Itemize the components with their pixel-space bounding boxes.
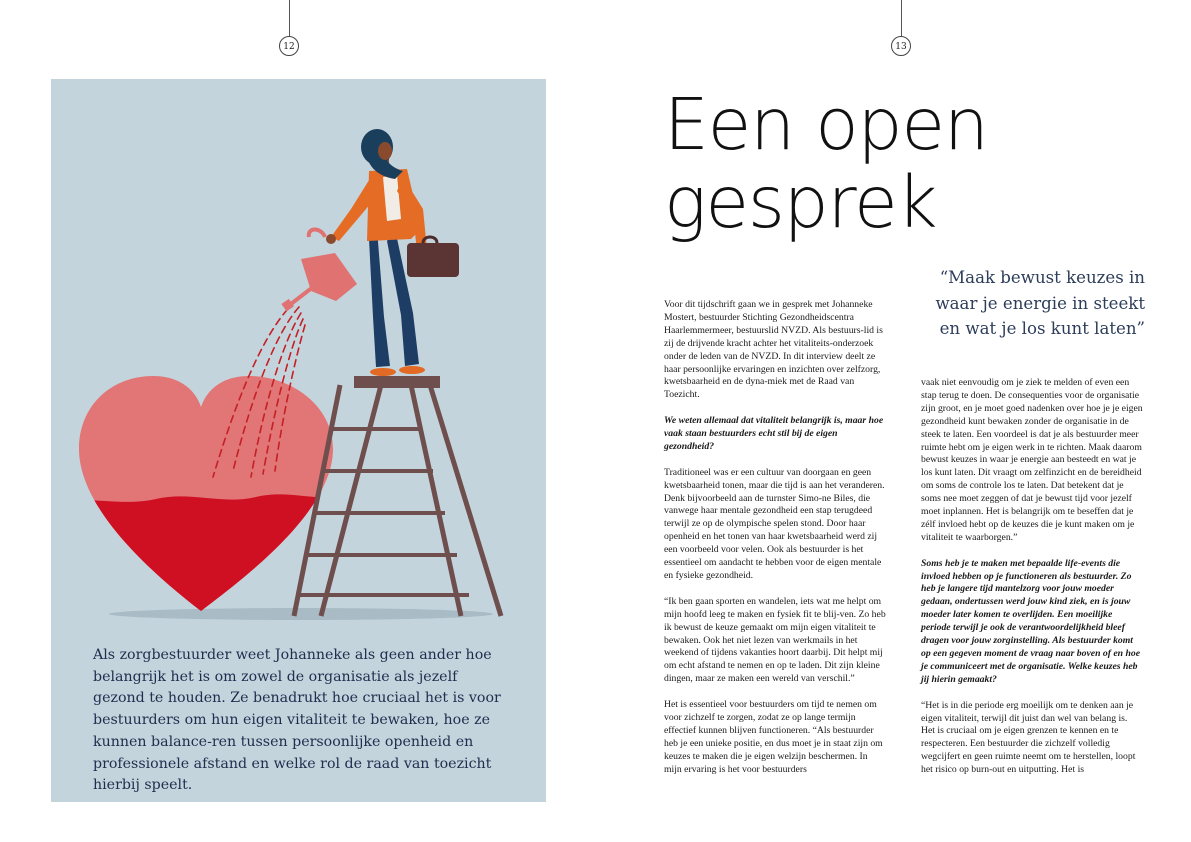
- ladder-icon: [294, 376, 501, 616]
- intro-paragraph: Als zorgbestuurder weet Johanneke als geen ander hoe belangrijk het is om zowel de organisatie als jezelf gezond te houden. Ze benadrukt hoe cruciaal het is voor bestuurders om hun eigen vitaliteit te bewaken, hoe ze kunnen balance-ren tussen persoonlijke openheid en professionele afstand en welke rol de raad van toezicht hierbij speelt.: [93, 647, 501, 794]
- heart-icon: [51, 376, 351, 679]
- article-column-1: [664, 299, 886, 789]
- illustration-panel: [51, 79, 546, 802]
- title-line-1: Een open: [664, 83, 988, 166]
- page-number-left: 12: [279, 36, 299, 56]
- paragraph: Voor dit tijdschrift gaan we in gesprek met Johanneke Mostert, bestuurder Stichting Gezondheidscentra Haarlemmermeer, bestuurslid NVZD. Als bestuurs-lid is zij de drijvende kracht achter het vitaliteits-onderzoek onder de leden van de NVZD. In dit interview deelt ze haar persoonlijke ervaringen en inzichten over zelfzorg, kwetsbaarheid en de dyna-miek met de Raad van Toezicht.: [664, 299, 883, 401]
- paragraph: “Ik ben gaan sporten en wandelen, iets wat me helpt om mijn hoofd leeg te maken en fysiek fit te blij-ven. Zo heb ik bewust de keuze gemaakt om mijn eigen vitaliteit te bewaken. Ook het niet lezen van werkmails in het weekend of tijdens vakanties hoort daarbij. Dit helpt mij om echt afstand te nemen en op te laden. Dit zijn kleine dingen, maar ze maken een wereld van verschil.”: [664, 595, 886, 685]
- page-number-right: 13: [891, 36, 911, 56]
- paragraph: “Het is in die periode erg moeilijk om te denken aan je eigen vitaliteit, terwijl dit juist dan wel van belang is. Het is cruciaal om je eigen grenzen te kennen en te respecteren. Een bestuurder die zichzelf volledig wegcijfert en geen ruimte neemt om te herstellen, loopt het risico op burn-out en uitputting. Het is: [921, 699, 1136, 776]
- interview-question: Soms heb je te maken met bepaalde life-events die invloed hebben op je functioneren als bestuurder. Zo heb je langere tijd mantelzorg voor jouw moeder gedaan, ondertussen werd jouw kind ziek, en is jouw moeder later komen te overlijden. Een moeilijke periode terwijl je ook de verantwoordelijkheid bleef dragen voor jouw zorginstelling. Als bestuurder komt op een gegeven moment de vraag naar boven of en hoe je communiceert met de organisatie. Welke keuzes heb jij hierin gemaakt?: [921, 557, 1141, 685]
- watering-can-icon: [281, 230, 357, 312]
- floor-shadow: [109, 608, 493, 620]
- page-marker-line-right: [901, 0, 902, 36]
- paragraph: vaak niet eenvoudig om je ziek te melden of even een stap terug te doen. De consequenties voor de organisatie zijn groot, en je moet goed nadenken over hoe je je eigen gezondheid kunt bewaken zonder de organisatie in de steek te laten. Een voordeel is dat je als bestuurder meer ruimte hebt om je eigen werk in te richten. Maak daarom bewust keuzes in waar je energie aan besteedt en wat je los kunt laten. Dit vraagt om zelfinzicht en de bereidheid om soms de controle los te laten. Dat betekent dat je soms nee moet zeggen of dat je bewust tijd voor jezelf moet inplannen. Het is belangrijk om te beseffen dat je zélf invloed hebt op de keuzes die je kunt maken om je vitaliteit te waarborgen.”: [921, 377, 1143, 543]
- page-marker-line-left: [289, 0, 290, 36]
- pull-quote: “Maak bewust keuzes in waar je energie in steekt en wat je los kunt laten”: [935, 268, 1145, 338]
- woman-figure: [326, 129, 459, 376]
- paragraph: Traditioneel was er een cultuur van doorgaan en geen kwetsbaarheid tonen, maar die tijd is aan het veranderen. Denk bijvoorbeeld aan de turnster Simo-ne Biles, die vanwege haar mentale gezondheid een stap terugdeed terwijl ze op de olympische spelen stond. Door haar openheid en het tonen van haar kwetsbaarheid werd zij een voorbeeld voor velen. Ook als bestuurder is het essentieel om aandacht te hebben voor de eigen mentale en fysieke gezondheid.: [664, 466, 885, 581]
- interview-question: We weten allemaal dat vitaliteit belangrijk is, maar hoe vaak staan bestuurders echt stil bij de eigen gezondheid?: [664, 415, 884, 452]
- page-title: [664, 83, 988, 244]
- paragraph: Het is essentieel voor bestuurders om tijd te nemen om voor zichzelf te zorgen, zodat ze op lange termijn effectief kunnen blijven functioneren. “Als bestuurder heb je een unieke positie, en dus moet je in staat zijn om keuzes te maken die je eigen welzijn beschermen. In mijn ervaring is het voor bestuurders: [664, 699, 883, 775]
- title-line-2: gesprek: [664, 161, 937, 244]
- article-column-2: [921, 377, 1143, 790]
